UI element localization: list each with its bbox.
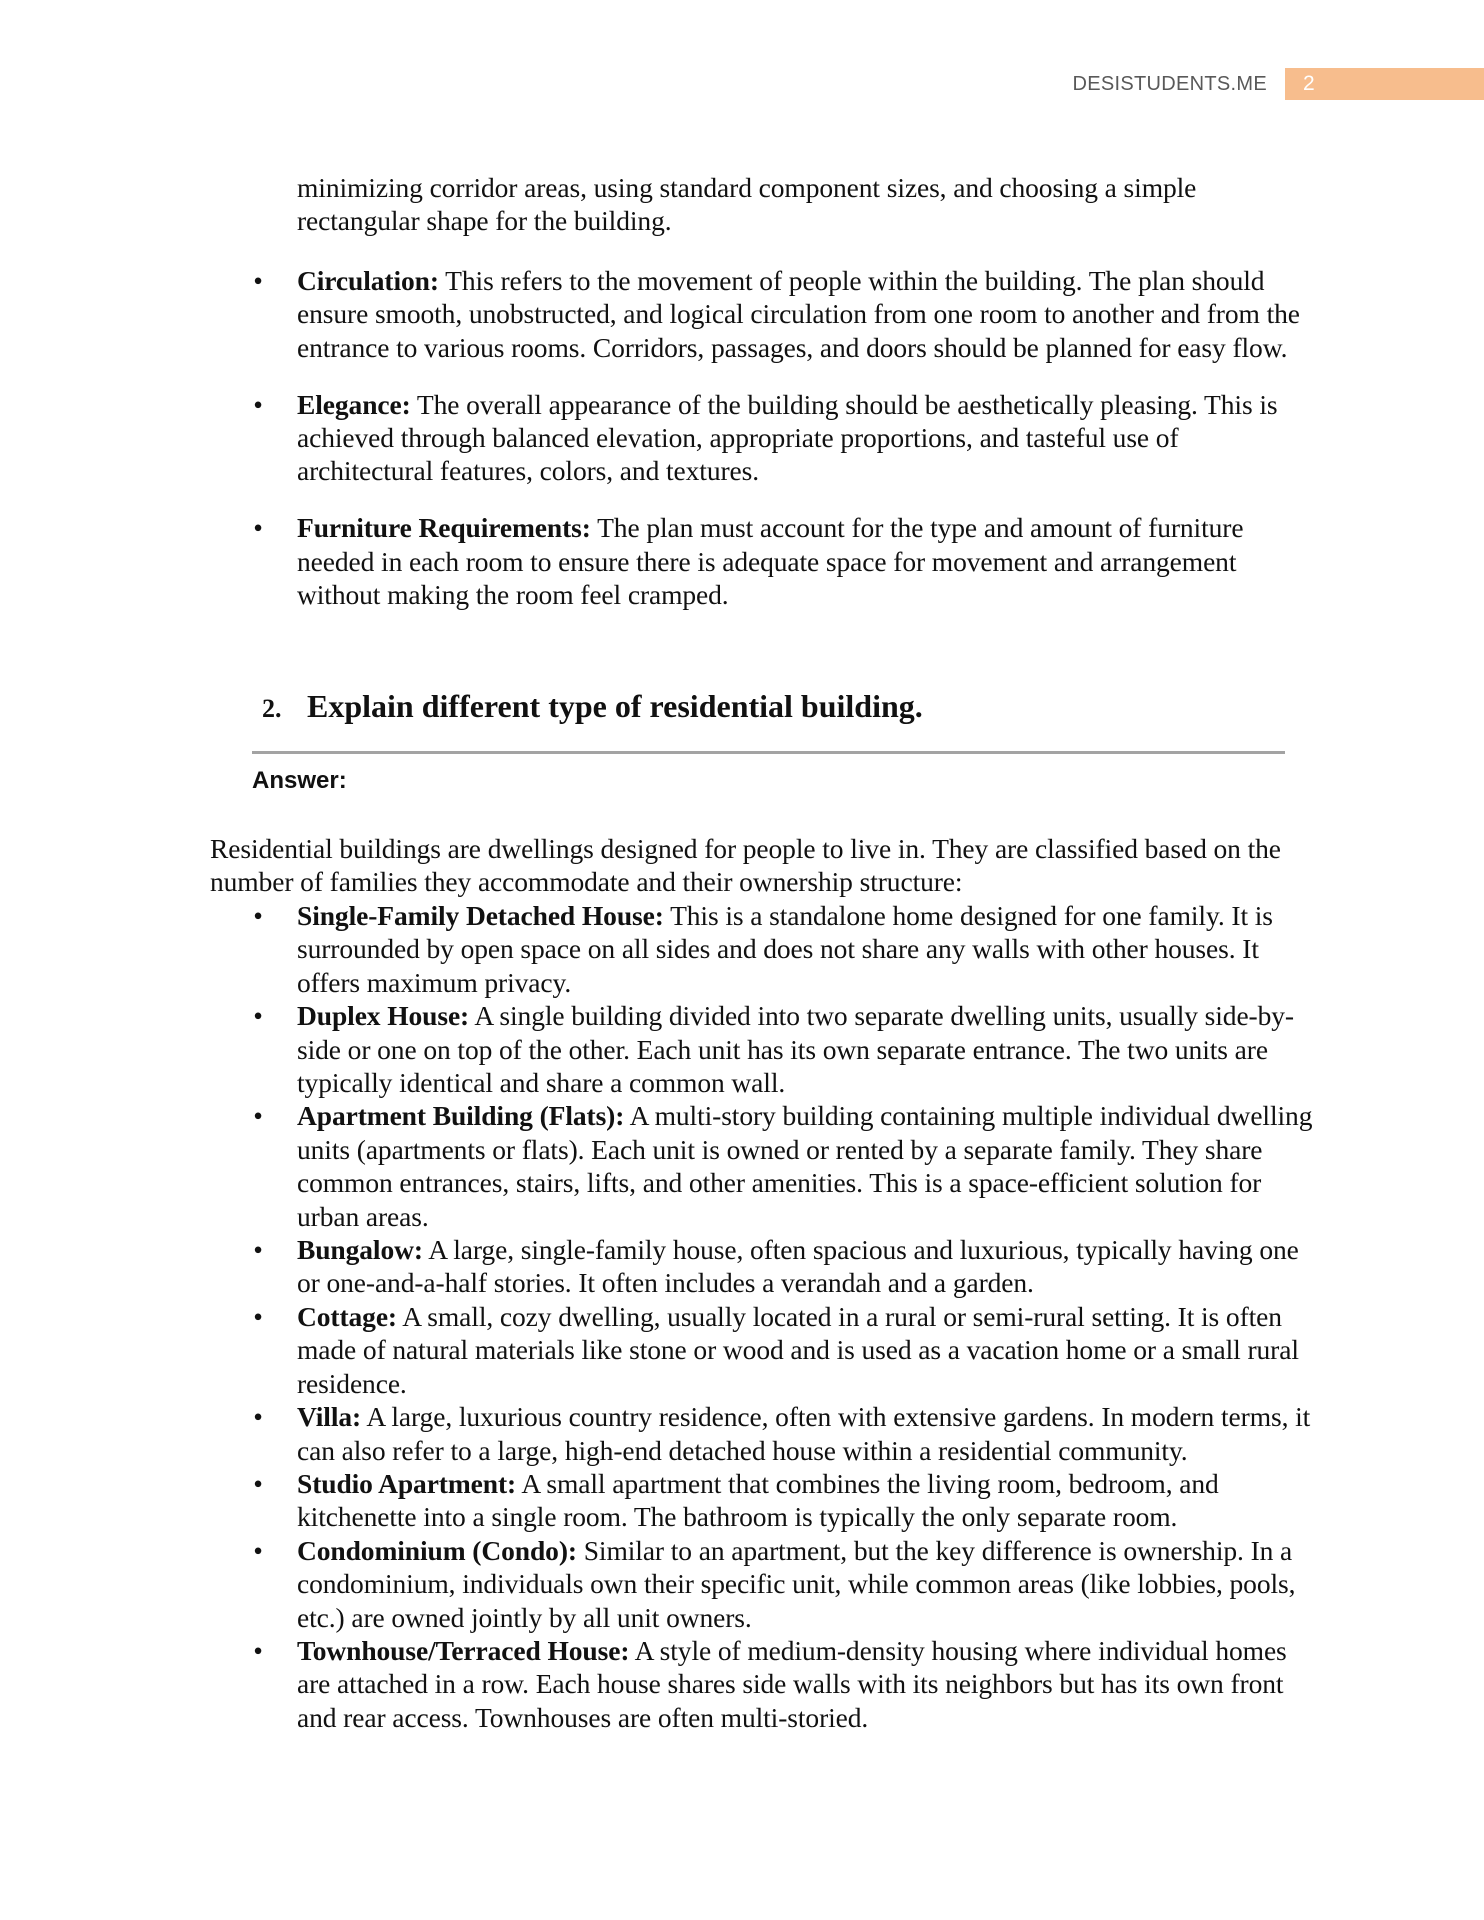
item-text: This refers to the movement of people within the building. The plan should ensure smooth, unobstructed, and logical circulation from one room to another and from the entrance to various rooms. Corridors, passages, and doors should be planned for easy flow. xyxy=(297,265,1300,363)
bullet-icon: • xyxy=(253,1234,263,1266)
list-item-elegance xyxy=(0,388,1484,488)
item-term: Villa: xyxy=(297,1401,362,1433)
item-term: Bungalow: xyxy=(297,1234,423,1266)
question-title: Explain different type of residential building. xyxy=(307,688,923,724)
page-header xyxy=(0,68,1484,100)
item-term: Cottage: xyxy=(297,1300,397,1332)
answer-intro-paragraph: Residential buildings are dwellings designed for people to live in. They are classified based on the number of families they accommodate and their ownership structure: xyxy=(210,833,1281,898)
bullet-icon: • xyxy=(253,1000,263,1032)
bullet-icon: • xyxy=(253,1634,263,1666)
item-term: Townhouse/Terraced House: xyxy=(297,1634,630,1666)
item-term: Furniture Requirements: xyxy=(297,512,591,544)
list-item-apartment-building xyxy=(0,1099,1484,1233)
list-item-bungalow xyxy=(0,1233,1484,1300)
item-text: A large, luxurious country residence, often with extensive gardens. In modern terms, it can also refer to a large, high-end detached house within a residential community. xyxy=(297,1401,1311,1466)
list-item-furniture-requirements xyxy=(0,511,1484,611)
list-item-cottage xyxy=(0,1300,1484,1400)
list-item-duplex-house xyxy=(0,999,1484,1099)
item-text: A single building divided into two separate dwelling units, usually side-by-side or one on top of the other. Each unit has its own separate entrance. The two units are typically identical and share a common wall. xyxy=(297,1000,1294,1099)
bullet-icon: • xyxy=(253,512,263,544)
item-text: A large, single-family house, often spacious and luxurious, typically having one or one-and-a-half stories. It often includes a verandah and a garden. xyxy=(297,1234,1299,1299)
answer-label: Answer: xyxy=(252,767,347,794)
list-item-condominium xyxy=(0,1534,1484,1634)
page-number-badge xyxy=(1285,68,1484,100)
item-term: Single-Family Detached House: xyxy=(297,900,664,931)
item-term: Duplex House: xyxy=(297,1000,470,1032)
bullet-icon: • xyxy=(253,1467,263,1499)
bullet-icon: • xyxy=(253,1300,263,1332)
list-item-townhouse xyxy=(0,1634,1484,1734)
page-number: 2 xyxy=(1303,72,1315,95)
list-item-villa xyxy=(0,1400,1484,1467)
continuation-paragraph: minimizing corridor areas, using standard component sizes, and choosing a simple rectangular shape for the building. xyxy=(297,172,1197,237)
bullet-icon: • xyxy=(253,265,263,296)
site-name: DESISTUDENTS.ME xyxy=(1072,73,1267,95)
item-text: This is a standalone home designed for one family. It is surrounded by open space on all sides and does not share any walls with other houses. It offers maximum privacy. xyxy=(297,900,1273,998)
residential-types-list xyxy=(0,899,1484,1734)
planning-principles-list xyxy=(0,264,1484,635)
item-term: Studio Apartment: xyxy=(297,1467,517,1499)
item-text: A style of medium-density housing where individual homes are attached in a row. Each house shares side walls with its neighbors but has its own front and rear access. Townhouses are often multi-storied. xyxy=(297,1634,1287,1733)
item-term: Condominium (Condo): xyxy=(297,1534,577,1566)
question-number: 2. xyxy=(262,694,282,723)
item-term: Circulation: xyxy=(297,265,439,296)
item-text: A small, cozy dwelling, usually located in a rural or semi-rural setting. It is often made of natural materials like stone or wood and is used as a vacation home or a small rural residence. xyxy=(297,1300,1299,1399)
list-item-circulation xyxy=(0,264,1484,364)
list-item-single-family-house xyxy=(0,899,1484,999)
bullet-icon: • xyxy=(253,1100,263,1132)
question-heading xyxy=(262,686,923,729)
heading-divider xyxy=(252,751,1285,754)
item-text: A small apartment that combines the living room, bedroom, and kitchenette into a single room. The bathroom is typically the only separate room. xyxy=(297,1467,1219,1533)
list-item-studio-apartment xyxy=(0,1467,1484,1534)
item-text: The overall appearance of the building should be aesthetically pleasing. This is achieved through balanced elevation, appropriate proportions, and tasteful use of architectural features, colors, and textures. xyxy=(297,388,1278,487)
bullet-icon: • xyxy=(253,1534,263,1566)
item-text: Similar to an apartment, but the key difference is ownership. In a condominium, individuals own their specific unit, while common areas (like lobbies, pools, etc.) are owned jointly by all unit owners. xyxy=(297,1534,1296,1633)
item-term: Elegance: xyxy=(297,388,411,420)
item-text: A multi-story building containing multiple individual dwelling units (apartments or flats). Each unit is owned or rented by a separate family. They share common entrances, stairs, lifts, and other amenities. This is a space-efficient solution for urban areas. xyxy=(297,1100,1313,1232)
bullet-icon: • xyxy=(253,1401,263,1433)
bullet-icon: • xyxy=(253,388,263,420)
item-text: The plan must account for the type and amount of furniture needed in each room to ensure there is adequate space for movement and arrangement without making the room feel cramped. xyxy=(297,512,1244,611)
item-term: Apartment Building (Flats): xyxy=(297,1100,625,1132)
bullet-icon: • xyxy=(253,900,263,931)
